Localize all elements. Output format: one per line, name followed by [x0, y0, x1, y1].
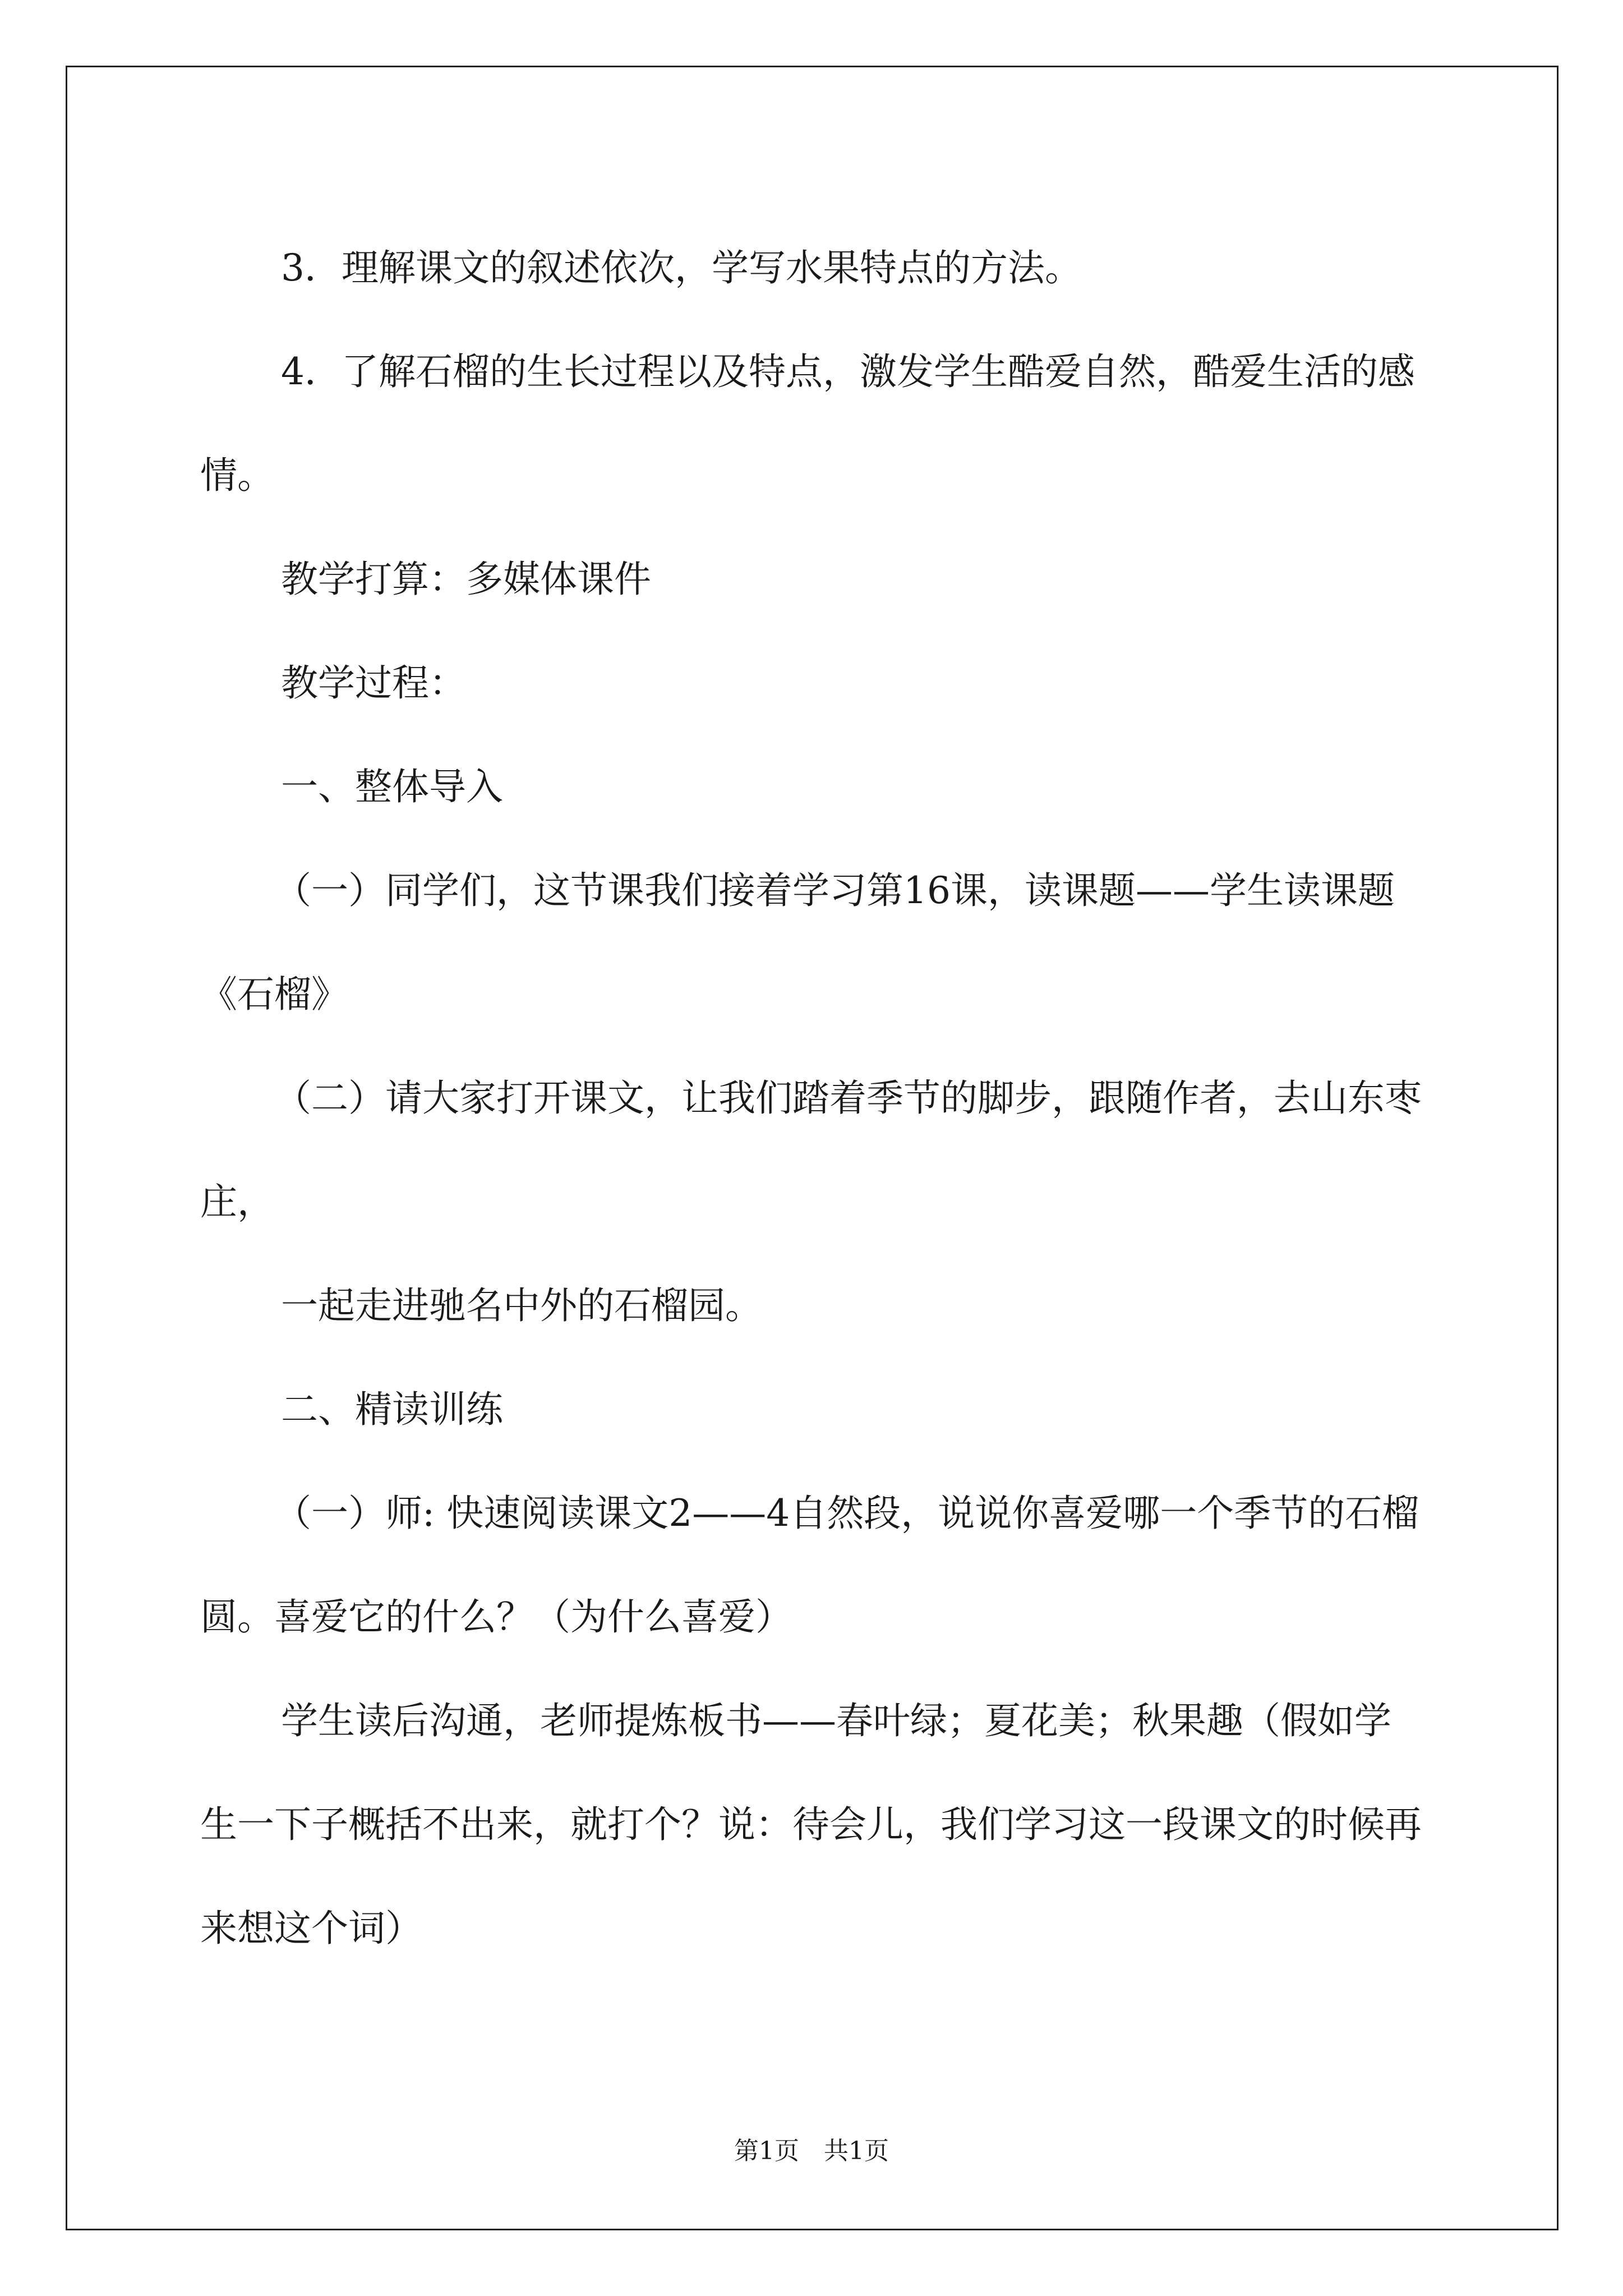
document-body	[200, 216, 1426, 1980]
paragraph-reading-1: （一）师: 快速阅读课文2——4自然段，说说你喜爱哪一个季节的石榴圆。喜爱它的什么？（为什么喜爱）	[200, 1492, 1419, 1639]
heading-intensive-reading: 二、精读训练	[281, 1388, 503, 1431]
paragraph-intro-3: 一起走进驰名中外的石榴园。	[281, 1284, 762, 1327]
paragraph-teaching-process: 教学过程：	[281, 661, 466, 705]
paragraph-reading-2: 学生读后沟通，老师提炼板书——春叶绿；夏花美；秋果趣（假如学生一下子概括不出来，就打个？说：待会儿，我们学习这一段课文的时候再来想这个词）	[200, 1699, 1422, 1950]
paragraph-intro-1: （一）同学们，这节课我们接着学习第16课，读课题——学生读课题《石榴》	[200, 869, 1395, 1016]
heading-overall-intro: 一、整体导入	[281, 765, 503, 808]
page-footer: 第1页 共1页	[734, 2137, 889, 2165]
paragraph-teaching-prep: 教学打算：多媒体课件	[281, 558, 651, 601]
paragraph-objective-3: 3．理解课文的叙述依次，学写水果特点的方法。	[281, 246, 1082, 289]
paragraph-objective-4: 4．了解石榴的生长过程以及特点，激发学生酷爱自然，酷爱生活的感情。	[200, 350, 1415, 497]
paragraph-intro-2: （二）请大家打开课文，让我们踏着季节的脚步，跟随作者，去山东枣庄，	[200, 1076, 1422, 1223]
